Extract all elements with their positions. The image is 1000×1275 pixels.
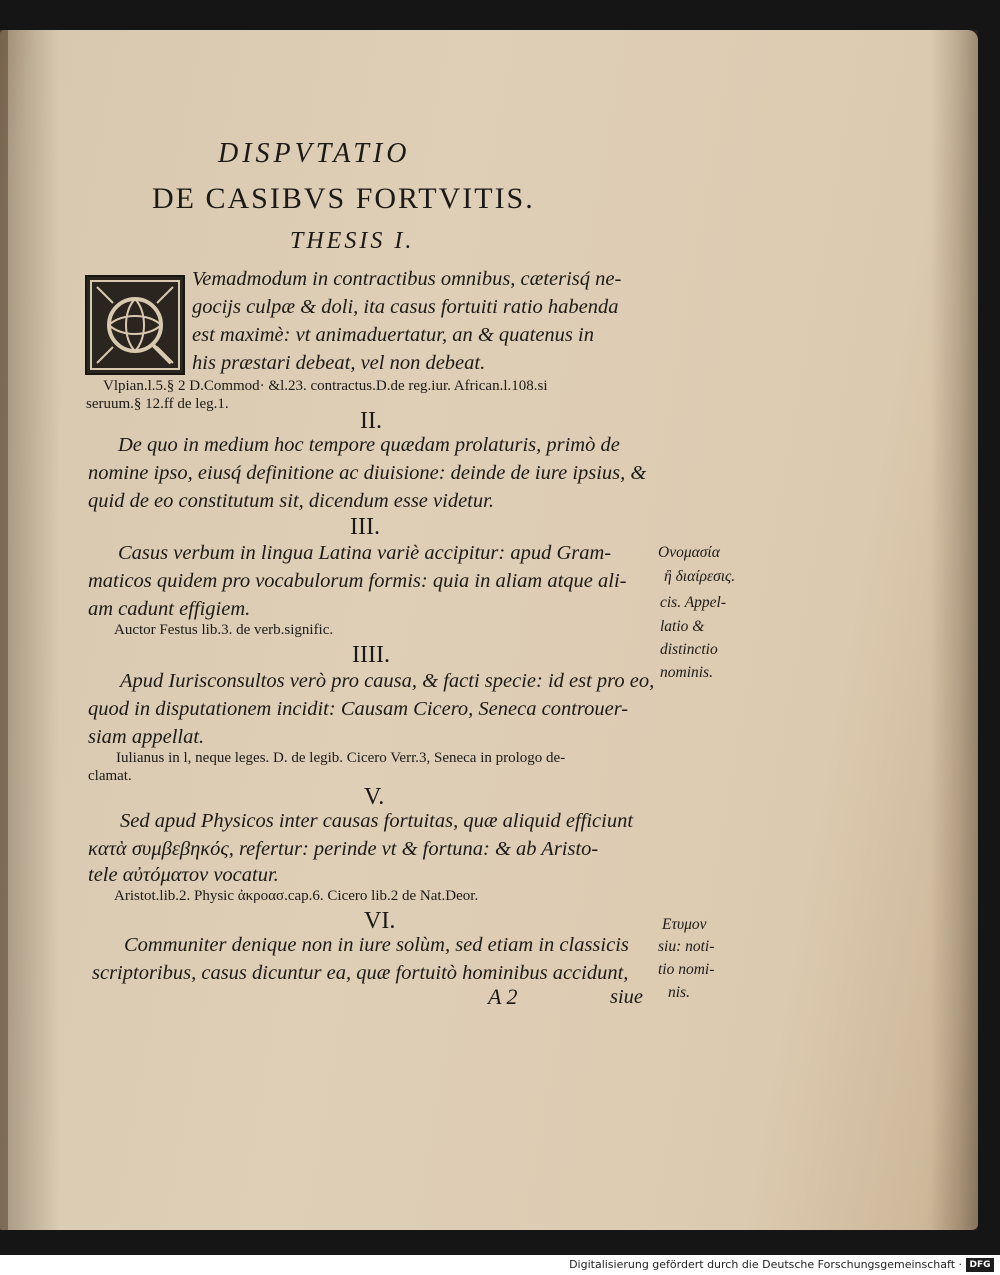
funding-bar bbox=[0, 1255, 1000, 1275]
thesis4-line-1: Apud Iurisconsultos verò pro causa, & facti specie: id est pro eo, bbox=[120, 670, 655, 692]
thesis1-reference-1: Vlpian.l.5.§ 2 D.Commod· &l.23. contractus.D.de reg.iur. African.l.108.si bbox=[103, 378, 548, 394]
thesis5-number: V. bbox=[364, 784, 385, 810]
thesis6-line-2: scriptoribus, casus dicuntur ea, quæ fortuitò hominibus accidunt, bbox=[92, 962, 629, 984]
marginal-note-2-line-4: nis. bbox=[668, 984, 690, 1001]
thesis1-line-2: gocijs culpæ & doli, ita casus fortuiti ratio habenda bbox=[192, 296, 619, 318]
heading-disputatio: DISPVTATIO bbox=[218, 138, 411, 169]
thesis4-number: IIII. bbox=[352, 642, 390, 668]
thesis5-line-1: Sed apud Physicos inter causas fortuitas, quæ aliquid efficiunt bbox=[120, 810, 634, 832]
thesis5-line-2: κατὰ συμβεβηκός, refertur: perinde vt & fortuna: & ab Aristo- bbox=[88, 838, 599, 860]
dfg-logo: DFG bbox=[966, 1258, 994, 1272]
thesis3-line-1: Casus verbum in lingua Latina variè accipitur: apud Gram- bbox=[118, 542, 612, 564]
decorated-initial-q bbox=[85, 275, 185, 375]
thesis3-reference: Auctor Festus lib.3. de verb.signific. bbox=[114, 622, 334, 638]
thesis4-reference-2: clamat. bbox=[88, 768, 132, 784]
thesis1-reference-2: seruum.§ 12.ff de leg.1. bbox=[86, 396, 229, 412]
funding-text: Digitalisierung gefördert durch die Deutsche Forschungsgemeinschaft · bbox=[569, 1258, 962, 1271]
marginal-note-1-line-6: nominis. bbox=[660, 664, 713, 681]
thesis1-line-3: est maximè: vt animaduertatur, an & quatenus in bbox=[192, 324, 594, 346]
thesis4-line-2: quod in disputationem incidit: Causam Cicero, Seneca controuer- bbox=[88, 698, 629, 720]
marginal-note-2-line-3: tio nomi- bbox=[658, 961, 715, 978]
marginal-note-1-line-2: ἢ διαίρεσις. bbox=[664, 568, 736, 585]
thesis3-line-2: maticos quidem pro vocabulorum formis: quia in aliam atque ali- bbox=[88, 570, 627, 592]
signature-mark: A 2 bbox=[488, 984, 518, 1009]
thesis1-line-4: his præstari debeat, vel non debeat. bbox=[192, 352, 486, 374]
marginal-note-2-line-1: Ετυμον bbox=[662, 916, 707, 933]
thesis5-line-3: tele αὐτόματον vocatur. bbox=[88, 864, 279, 886]
catchword: siue bbox=[610, 986, 644, 1008]
page-gutter bbox=[0, 30, 8, 1230]
thesis6-line-1: Communiter denique non in iure solùm, sed etiam in classicis bbox=[124, 934, 629, 956]
marginal-note-1-line-1: Ονομασία bbox=[658, 544, 720, 561]
thesis6-number: VI. bbox=[364, 908, 396, 934]
thesis5-reference: Aristot.lib.2. Physic ἀκροασ.cap.6. Cicero lib.2 de Nat.Deor. bbox=[114, 888, 479, 904]
marginal-note-1-line-4: latio & bbox=[660, 618, 705, 635]
thesis2-line-2: nomine ipso, eiusq́ definitione ac diuisione: deinde de iure ipsius, & bbox=[88, 462, 647, 484]
heading-title: DE CASIBVS FORTVITIS. bbox=[152, 182, 535, 215]
thesis1-line-1: Vemadmodum in contractibus omnibus, cæterisq́ ne- bbox=[192, 268, 622, 290]
marginal-note-2-line-2: siu: noti- bbox=[658, 938, 715, 955]
ornament-icon bbox=[87, 277, 183, 373]
thesis3-number: III. bbox=[350, 514, 380, 540]
thesis4-line-3: siam appellat. bbox=[88, 726, 205, 748]
thesis2-number: II. bbox=[360, 408, 382, 434]
thesis4-reference-1: Iulianus in l, neque leges. D. de legib. Cicero Verr.3, Seneca in prologo de- bbox=[116, 750, 566, 766]
marginal-note-1-line-3: cis. Appel- bbox=[660, 594, 727, 611]
thesis2-line-1: De quo in medium hoc tempore quædam prolaturis, primò de bbox=[118, 434, 620, 456]
heading-thesis: THESIS I. bbox=[290, 228, 415, 254]
thesis3-line-3: am cadunt effigiem. bbox=[88, 598, 251, 620]
marginal-note-1-line-5: distinctio bbox=[660, 641, 718, 658]
thesis2-line-3: quid de eo constitutum sit, dicendum esse videtur. bbox=[88, 490, 494, 512]
